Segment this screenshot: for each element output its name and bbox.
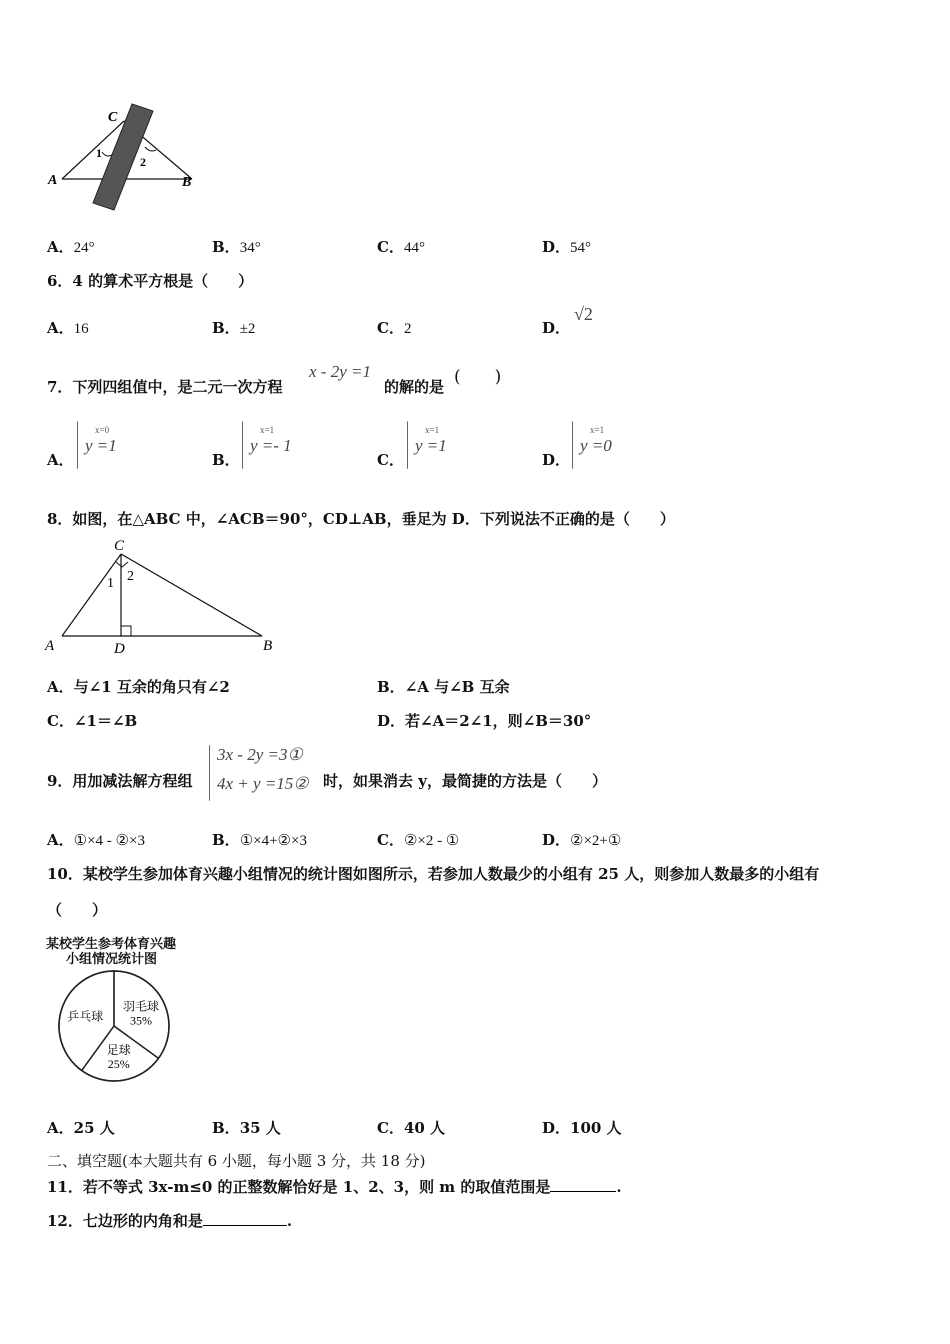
label-angle-1: 1: [96, 146, 102, 160]
triangle-ruler-figure: [40, 100, 210, 215]
chart-title: 某校学生参考体育兴趣: [46, 937, 177, 952]
q8-option-b[interactable]: B．∠A 与∠B 互余: [377, 678, 510, 696]
q7-option-c-y: y =1: [415, 436, 447, 455]
label-d: D: [114, 641, 125, 657]
label-c: C: [114, 538, 125, 554]
q7-option-b-x: x=1: [260, 425, 275, 435]
q10-option-d[interactable]: D．100 人: [542, 1119, 622, 1137]
q7-option-d-brace: [572, 421, 573, 469]
q7-option-a-x: x=0: [95, 425, 110, 435]
q8-stem: 8．如图，在△ABC 中，∠ACB＝90°，CD⊥AB，垂足为 D．下列说法不正确的是（ ）: [47, 510, 675, 528]
q6-option-a[interactable]: A．16: [47, 319, 89, 337]
q7-option-d[interactable]: D．: [542, 451, 571, 469]
q8-option-d[interactable]: D．若∠A＝2∠1，则∠B＝30°: [377, 712, 592, 730]
pie-value-label: 35%: [129, 1013, 152, 1028]
q7-option-b-brace: [242, 421, 243, 469]
label-angle-1: 1: [107, 576, 114, 591]
q9-stem: 9．用加减法解方程组: [47, 772, 193, 790]
q5-option-d[interactable]: D．54°: [542, 238, 592, 256]
q5-option-a[interactable]: A．24°: [47, 238, 95, 256]
q7-option-a-y: y =1: [85, 436, 117, 455]
pie-chart: [55, 967, 173, 1085]
section-2-heading: 二、填空题(本大题共有 6 小题，每小题 3 分，共 18 分): [47, 1152, 426, 1170]
label-b: B: [263, 638, 273, 654]
q9-option-c[interactable]: C．②×2 - ①: [377, 831, 460, 849]
q6-stem: 6．4 的算术平方根是（ ）: [47, 272, 254, 290]
label-c: C: [108, 110, 118, 125]
q11-stem: 11．若不等式 3x-m≤0 的正整数解恰好是 1、2、3，则 m 的取值范围是 .: [47, 1178, 622, 1196]
q10-option-c[interactable]: C．40 人: [377, 1119, 446, 1137]
pie-label: 乒乓球: [67, 1009, 104, 1024]
q12-answer-blank[interactable]: [203, 1225, 287, 1226]
q10-stem: 10．某校学生参加体育兴趣小组情况的统计图如图所示，若参加人数最少的小组有 25 人，则参加人数最多的小组有: [47, 865, 820, 883]
q9-stem-end: 时，如果消去 y，最简捷的方法是（ ）: [323, 772, 607, 790]
q5-option-c[interactable]: C．44°: [377, 238, 425, 256]
label-a: A: [45, 638, 55, 654]
label-angle-2: 2: [140, 155, 146, 169]
q11-answer-blank[interactable]: [550, 1191, 616, 1192]
q7-option-a[interactable]: A．: [47, 451, 74, 469]
q7-option-c-brace: [407, 421, 408, 469]
label-a: A: [48, 173, 58, 188]
label-angle-2: 2: [127, 569, 134, 584]
q12-stem: 12．七边形的内角和是 .: [47, 1212, 293, 1230]
q10-option-a[interactable]: A．25 人: [47, 1119, 115, 1137]
q7-stem-end: 的解的是: [384, 378, 445, 396]
pie-value-label: 25%: [107, 1056, 130, 1071]
segment-cb: [121, 554, 262, 636]
q6-option-d[interactable]: D．: [542, 319, 571, 337]
q5-option-b[interactable]: B．34°: [212, 238, 261, 256]
right-angle-mark-d: [121, 626, 131, 636]
right-angle-mark-c: [116, 562, 128, 567]
q7-option-d-y: y =0: [580, 436, 612, 455]
q9-equation-1: 3x - 2y =3①: [217, 745, 303, 764]
q7-equation: x - 2y =1: [309, 362, 371, 381]
q10-paren: （ ）: [47, 901, 108, 919]
right-triangle-figure: [40, 534, 285, 659]
q6-option-d-sqrt2: √2: [574, 304, 593, 324]
q7-option-b-y: y =- 1: [250, 436, 292, 455]
q7-option-c[interactable]: C．: [377, 451, 404, 469]
q9-brace: [209, 745, 210, 801]
q8-option-c[interactable]: C．∠1＝∠B: [47, 712, 138, 730]
chart-subtitle: 小组情况统计图: [66, 952, 158, 967]
q9-option-b[interactable]: B．①×4+②×3: [212, 831, 307, 849]
pie-label: 羽毛球: [122, 999, 159, 1014]
q9-option-d[interactable]: D．②×2+①: [542, 831, 622, 849]
q10-option-b[interactable]: B．35 人: [212, 1119, 281, 1137]
q8-option-a[interactable]: A．与∠1 互余的角只有∠2: [47, 678, 230, 696]
q7-paren: ( ): [454, 367, 502, 387]
q9-option-a[interactable]: A．①×4 - ②×3: [47, 831, 145, 849]
segment-ac: [62, 554, 121, 636]
q6-option-c[interactable]: C．2: [377, 319, 412, 337]
q6-option-b[interactable]: B．±2: [212, 319, 256, 337]
q9-equation-2: 4x + y =15②: [217, 774, 309, 793]
q7-option-b[interactable]: B．: [212, 451, 240, 469]
label-b: B: [182, 175, 192, 190]
q7-option-d-x: x=1: [590, 425, 605, 435]
q7-option-c-x: x=1: [425, 425, 440, 435]
angle-1-arc: [102, 152, 112, 156]
pie-label: 足球: [106, 1042, 131, 1057]
q7-option-a-brace: [77, 421, 78, 469]
q7-stem: 7．下列四组值中，是二元一次方程: [47, 378, 283, 396]
